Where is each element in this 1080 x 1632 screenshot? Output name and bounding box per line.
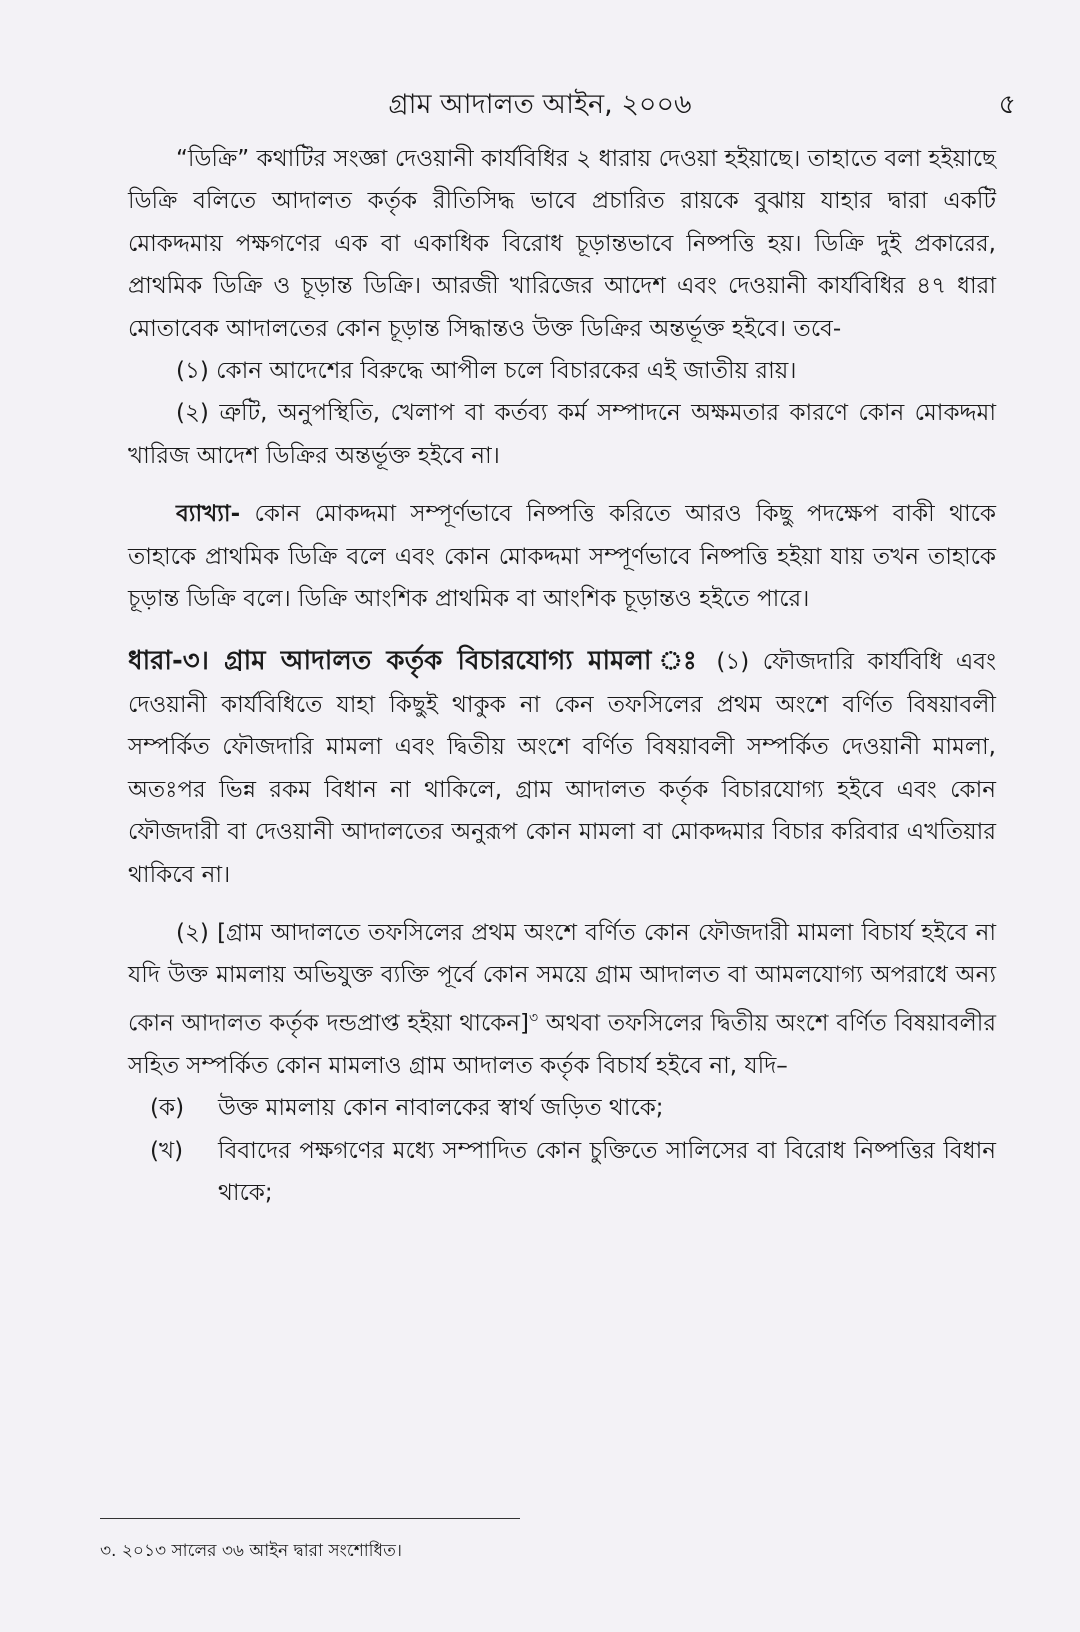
section-text: (১) ফৌজদারি কার্যবিধি এবং দেওয়ানী কার্যবিধিতে যাহা কিছুই থাকুক না কেন তফসিলের প্রথম অংশে বর্ণিত বিষয়াবলী সম্পর্কিত ফৌজদারি মামলা এবং দ্বিতীয় অংশে বর্ণিত বিষয়াবলী সম্পর্কিত দেওয়ানী মামলা, অতঃপর ভিন্ন রকম বিধান না থাকিলে, গ্রাম আদালত কর্তৃক বিচারযোগ্য হইবে এবং কোন ফৌজদারী বা দেওয়ানী আদালতের অনুরূপ কোন মামলা বা মোকদ্দমার বিচার করিবার এখতিয়ার থাকিবে না। [128,649,997,888]
list-item-text: বিবাদের পক্ষগণের মধ্যে সম্পাদিত কোন চুক্তিতে সালিসের বা বিরোধ নিষ্পত্তির বিধান থাকে; [218,1137,996,1206]
footnote-divider [100,1518,520,1519]
paragraph-decree-definition: “ডিক্রি” কথাটির সংজ্ঞা দেওয়ানী কার্যবিধির ২ ধারায় দেওয়া হইয়াছে। তাহাতে বলা হইয়াছে ডিক্রি বলিতে আদালত কর্তৃক রীতিসিদ্ধ ভাবে প্রচারিত রায়কে বুঝায় যাহার দ্বারা একটি মোকদ্দমায় পক্ষগণের এক বা একাধিক বিরোধ চূড়ান্তভাবে নিষ্পত্তি হয়। ডিক্রি দুই প্রকারের, প্রাথমিক ডিক্রি ও চূড়ান্ত ডিক্রি। আরজী খারিজের আদেশ এবং দেওয়ানী কার্যবিধির ৪৭ ধারা মোতাবেক আদালতের কোন চূড়ান্ত সিদ্ধান্তও উক্ত ডিক্রির অন্তর্ভূক্ত হইবে। তবে- [128,146,996,342]
paragraph-subsection-2 [128,912,996,1087]
paragraph-exclusion-1: (১) কোন আদেশের বিরুদ্ধে আপীল চলে বিচারকের এই জাতীয় রায়। [176,358,797,385]
footnote: ৩. ২০১৩ সালের ৩৬ আইন দ্বারা সংশোধিত। [100,1541,402,1561]
running-title: গ্রাম আদালত আইন, ২০০৬ [388,89,692,120]
body-text [128,138,996,1214]
explanation-text: কোন মোকদ্দমা সম্পূর্ণভাবে নিষ্পত্তি করিতে আরও কিছু পদক্ষেপ বাকী থাকে তাহাকে প্রাথমিক ডিক্রি বলে এবং কোন মোকদ্দমা সম্পূর্ণভাবে নিষ্পত্তি হইয়া যায় তখন তাহাকে চূড়ান্ত ডিক্রি বলে। ডিক্রি আংশিক প্রাথমিক বা আংশিক চূড়ান্তও হইতে পারে। [128,501,996,613]
paragraph-explanation [128,493,996,620]
page-number: ৫ [998,89,1016,120]
explanation-label: ব্যাখ্যা- [176,501,241,528]
subsection-2-continuation: অথবা তফসিলের দ্বিতীয় অংশে বর্ণিত বিষয়াবলীর সহিত সম্পর্কিত কোন মামলাও গ্রাম আদালত কর্তৃক বিচার্য হইবে না, যদি– [128,1010,997,1079]
paragraph-exclusion-2: (২) ত্রুটি, অনুপস্থিতি, খেলাপ বা কর্তব্য কর্ম সম্পাদনে অক্ষমতার কারণে কোন মোকদ্দমা খারিজ আদেশ ডিক্রির অন্তর্ভূক্ত হইবে না। [128,400,996,469]
list-marker: (ক) [150,1095,185,1122]
list-item-text: উক্ত মামলায় কোন নাবালকের স্বার্থ জড়িত থাকে; [218,1095,664,1122]
list-item [128,1087,996,1129]
list-marker: (খ) [150,1137,184,1164]
section-heading: ধারা-৩। গ্রাম আদালত কর্তৃক বিচারযোগ্য মামলা ঃ [128,646,703,677]
footnote-ref: ৩ [529,1009,539,1026]
subsection-2-text: (২) [গ্রাম আদালতে তফসিলের প্রথম অংশে বর্ণিত কোন ফৌজদারী মামলা বিচার্য হইবে না যদি উক্ত মামলায় অভিযুক্ত ব্যক্তি পূর্বে কোন সময়ে গ্রাম আদালত বা আমলযোগ্য অপরাধে অন্য কোন আদালত কর্তৃক দন্ডপ্রাপ্ত হইয়া থাকেন] [128,919,996,1037]
list-item [128,1130,996,1215]
paragraph-section-3 [128,640,996,895]
page-header [0,84,1080,124]
